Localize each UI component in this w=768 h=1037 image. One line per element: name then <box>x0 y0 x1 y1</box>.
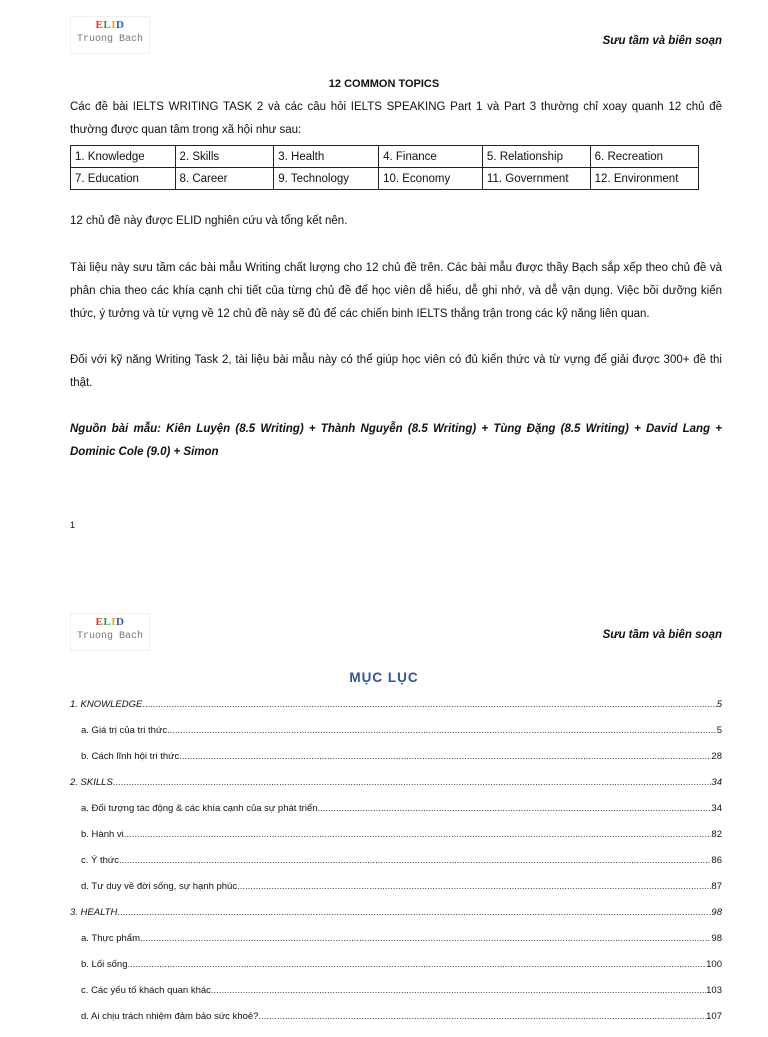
toc-entry[interactable] <box>70 699 722 725</box>
toc-title: MỤC LỤC <box>349 670 419 685</box>
intro-paragraph: Các đề bài IELTS WRITING TASK 2 và các câu hỏi IELTS SPEAKING Part 1 và Part 3 thường chỉ xoay quanh 12 chủ đề thường được quan tâm trong xã hội như sau: <box>70 101 722 136</box>
toc-entry-label: d. Ai chịu trách nhiệm đảm bảo sức khoẻ? <box>81 1011 259 1022</box>
elid-logo <box>70 613 150 651</box>
toc-entry[interactable] <box>70 855 722 881</box>
topic-cell: 3. Health <box>274 146 379 168</box>
header-credit: Sưu tầm và biên soạn <box>602 35 722 47</box>
toc-entry-label: b. Hành vi <box>81 829 124 840</box>
toc-entry[interactable] <box>70 829 722 855</box>
topic-cell: 5. Relationship <box>482 146 590 168</box>
table-of-contents <box>70 699 722 1037</box>
toc-entry-page: 5 <box>716 699 722 710</box>
page-title: 12 COMMON TOPICS <box>328 78 440 90</box>
toc-dot-leader <box>117 907 711 918</box>
toc-entry-label: a. Đối tượng tác động & các khía cạnh của sự phát triển <box>81 803 318 814</box>
toc-dot-leader <box>318 803 712 814</box>
toc-entry-label: d. Tư duy về đời sống, sự hạnh phúc <box>81 881 238 892</box>
topic-cell: 10. Economy <box>379 168 483 190</box>
page-number: 1 <box>70 520 76 530</box>
toc-entry-label: 3. HEALTH <box>70 907 118 918</box>
topics-row <box>71 168 699 190</box>
summary-paragraph: 12 chủ đề này được ELID nghiên cứu và tổng kết nên. <box>70 215 348 227</box>
toc-entry-page: 103 <box>706 985 722 996</box>
topic-cell: 4. Finance <box>379 146 483 168</box>
topic-cell: 12. Environment <box>590 168 698 190</box>
sources-paragraph: Nguồn bài mẫu: Kiên Luyện (8.5 Writing) + Thành Nguyễn (8.5 Writing) + Tùng Đặng (8.5 Writing) + David Lang + Dominic Cole (9.0) + Simon <box>70 423 722 458</box>
toc-entry-label: a. Thực phẩm <box>81 933 140 944</box>
toc-entry[interactable] <box>70 751 722 777</box>
toc-entry-page: 86 <box>711 855 722 866</box>
toc-entry[interactable] <box>70 777 722 803</box>
toc-entry-page: 98 <box>711 933 722 944</box>
topic-cell: 11. Government <box>482 168 590 190</box>
topic-cell: 8. Career <box>175 168 274 190</box>
toc-entry[interactable] <box>70 959 722 985</box>
toc-entry-page: 34 <box>711 777 722 788</box>
elid-logo <box>70 16 150 54</box>
toc-dot-leader <box>142 699 716 710</box>
header-credit: Sưu tầm và biên soạn <box>602 629 722 641</box>
topic-cell: 9. Technology <box>274 168 379 190</box>
toc-entry-label: 1. KNOWLEDGE <box>70 699 143 710</box>
page-separator <box>0 560 768 598</box>
toc-entry-page: 34 <box>711 803 722 814</box>
toc-dot-leader <box>124 829 712 840</box>
topics-row <box>71 146 699 168</box>
toc-entry-page: 82 <box>711 829 722 840</box>
toc-entry-page: 98 <box>711 907 722 918</box>
logo-subtitle: Truong Bach <box>76 34 143 45</box>
toc-dot-leader <box>179 751 711 762</box>
toc-entry[interactable] <box>70 803 722 829</box>
logo-subtitle: Truong Bach <box>76 631 143 642</box>
toc-entry[interactable] <box>70 881 722 907</box>
toc-entry[interactable] <box>70 725 722 751</box>
toc-dot-leader <box>211 985 706 996</box>
writing-task-paragraph: Đối với kỹ năng Writing Task 2, tài liệu bài mẫu này có thể giúp học viên có đủ kiến thức và từ vựng để giải được 300+ đề thi thật. <box>70 354 722 389</box>
toc-entry-page: 28 <box>711 751 722 762</box>
toc-entry[interactable] <box>70 985 722 1011</box>
toc-dot-leader <box>127 959 706 970</box>
toc-dot-leader <box>113 777 712 788</box>
description-paragraph: Tài liệu này sưu tầm các bài mẫu Writing chất lượng cho 12 chủ đề trên. Các bài mẫu được thầy Bạch sắp xếp theo chủ đề và phân chia theo các khía cạnh chi tiết của từng chủ đề để học viên dễ hiểu, dễ ghi nhớ, và dễ vận dụng. Việc bồi dưỡng kiến thức, ý tưởng và từ vựng về 12 chủ đề này sẽ đủ để các chiến binh IELTS thắng trận trong các kỹ năng liên quan. <box>70 262 722 320</box>
toc-entry-label: b. Lối sống <box>81 959 128 970</box>
toc-entry-page: 5 <box>716 725 722 736</box>
toc-entry[interactable] <box>70 1011 722 1037</box>
toc-dot-leader <box>237 881 711 892</box>
toc-dot-leader <box>167 725 717 736</box>
logo-brand: ELID <box>95 616 125 628</box>
toc-dot-leader <box>258 1011 706 1022</box>
toc-entry-label: c. Ý thức <box>81 855 120 866</box>
toc-dot-leader <box>119 855 711 866</box>
topic-cell: 2. Skills <box>175 146 274 168</box>
toc-entry[interactable] <box>70 933 722 959</box>
toc-entry-page: 87 <box>711 881 722 892</box>
logo-brand: ELID <box>95 19 125 31</box>
toc-entry-page: 107 <box>706 1011 722 1022</box>
toc-dot-leader <box>140 933 711 944</box>
topic-cell: 1. Knowledge <box>71 146 176 168</box>
toc-entry[interactable] <box>70 907 722 933</box>
topic-cell: 7. Education <box>71 168 176 190</box>
toc-entry-label: a. Giá trị của tri thức <box>81 725 168 736</box>
topics-table <box>70 145 699 190</box>
toc-entry-page: 100 <box>706 959 722 970</box>
toc-entry-label: c. Các yếu tố khách quan khác <box>81 985 211 996</box>
toc-entry-label: 2. SKILLS <box>70 777 113 788</box>
topic-cell: 6. Recreation <box>590 146 698 168</box>
toc-entry-label: b. Cách lĩnh hội tri thức <box>81 751 180 762</box>
document-page-2 <box>0 598 768 1024</box>
